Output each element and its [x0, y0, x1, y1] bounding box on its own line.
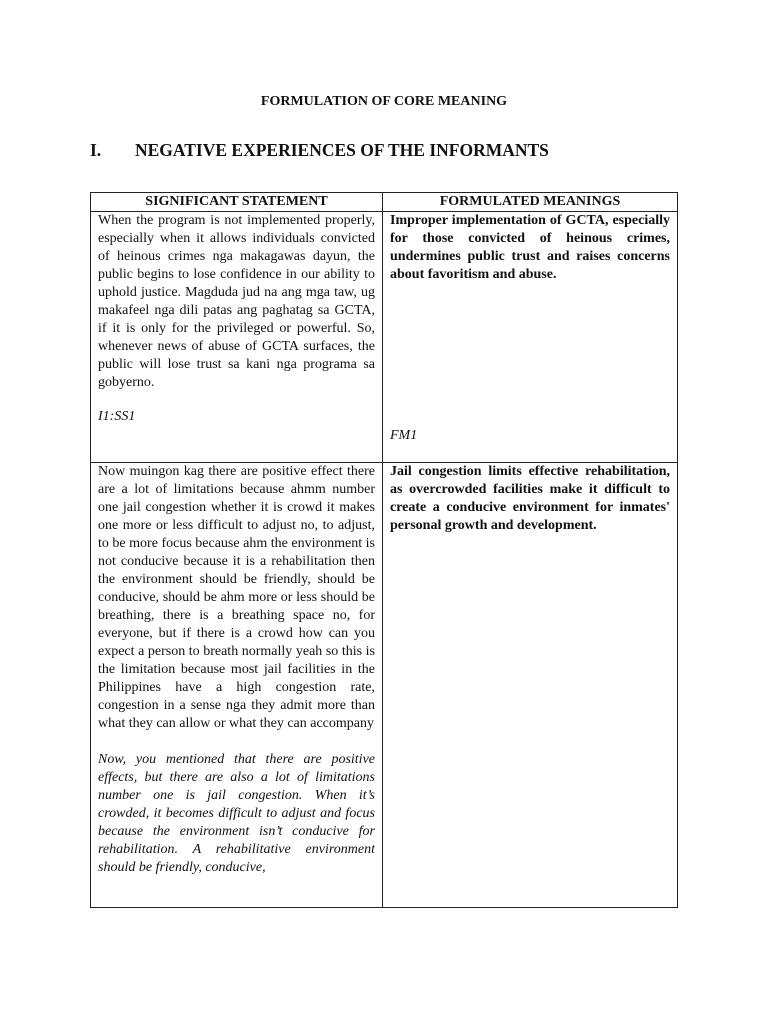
table-row	[91, 212, 678, 463]
header-formulated-meanings: FORMULATED MEANINGS	[383, 193, 678, 212]
table-row	[91, 463, 678, 908]
meaning-text: Jail congestion limits effective rehabilitation, as overcrowded facilities make it difficult to create a conducive environment for inmates' personal growth and development.	[390, 464, 670, 533]
meaning-code: FM1	[390, 428, 418, 443]
meaning-text: Improper implementation of GCTA, especially for those convicted of heinous crimes, undermines public trust and raises concerns about favoritism and abuse.	[390, 213, 670, 282]
table-header-row	[91, 193, 678, 212]
statement-translation: Now, you mentioned that there are positive effects, but there are also a lot of limitations number one is jail congestion. When it’s crowded, it becomes difficult to adjust and focus because the environment isn’t conducive for rehabilitation. A rehabilitative environment should be friendly, conducive,	[98, 752, 375, 875]
statement-text: When the program is not implemented properly, especially when it allows individuals convicted of heinous crimes nga makagawas dayun, the public begins to lose confidence in our ability to uphold justice. Magduda jud na ang mga taw, ug makafeel nga dili patas ang paghatag sa GCTA, if it is only for the privileged or powerful. So, whenever news of abuse of GCTA surfaces, the public will lose trust sa kani nga programa sa gobyerno.	[98, 213, 375, 390]
formulated-meaning-cell	[383, 463, 678, 908]
statement-code: I1:SS1	[98, 409, 136, 424]
formulated-meaning-cell	[383, 212, 678, 463]
significant-statement-cell	[91, 212, 383, 463]
section-heading	[90, 140, 549, 161]
statement-text: Now muingon kag there are positive effect there are a lot of limitations because ahmm number one jail congestion whether it is crowd it makes one more or less difficult to adjust no, to adjust, to be more focus because ahm the environment is not conducive because it is a rehabilitation then the environment should be friendly, should be conducive, should be ahm more or less should be breathing, there is a breathing space no, for everyone, but if there is a crowd how can you expect a person to breath normally yeah so this is the limitation because most jail facilities in the Philippines have a high congestion rate, congestion in a sense nga they admit more than what they can allow or what they can accompany	[98, 464, 375, 731]
document-title: FORMULATION OF CORE MEANING	[260, 94, 508, 109]
header-significant-statement: SIGNIFICANT STATEMENT	[91, 193, 383, 212]
section-number: I.	[90, 140, 102, 160]
significant-statement-cell	[91, 463, 383, 908]
section-title: NEGATIVE EXPERIENCES OF THE INFORMANTS	[135, 140, 549, 160]
core-meaning-table	[90, 192, 678, 908]
statement-clip	[98, 463, 375, 907]
